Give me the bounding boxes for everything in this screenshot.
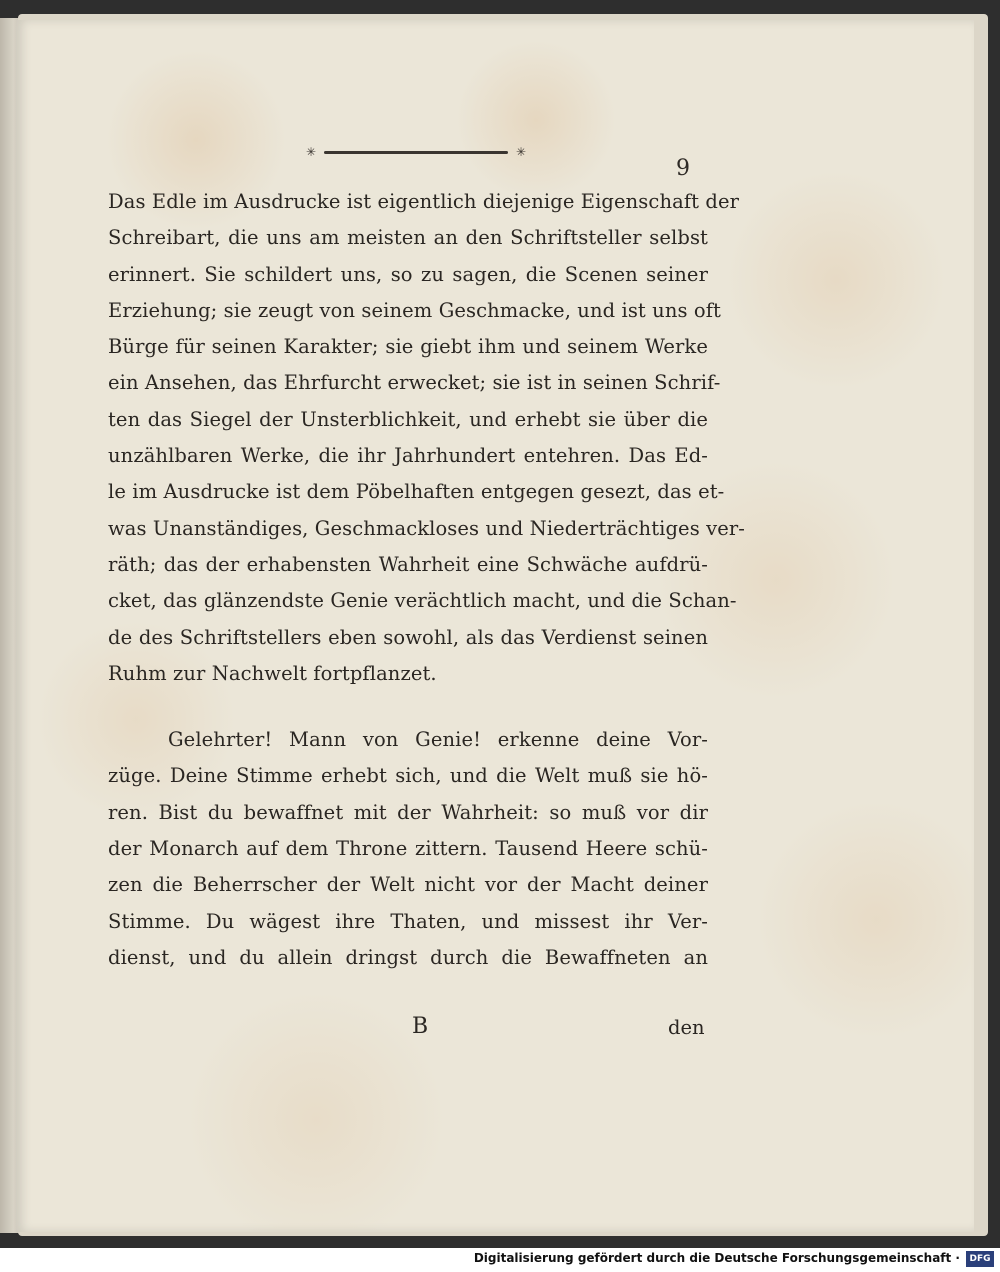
text-line: züge. Deine Stimme erhebt sich, und die Welt muß sie hö- — [108, 764, 708, 788]
text-line: Bürge für seinen Karakter; sie giebt ihm und seinem Werke — [108, 335, 708, 359]
text-line: Ruhm zur Nachwelt fortpflanzet. — [108, 661, 437, 685]
book-page — [16, 20, 974, 1232]
header-ornament — [306, 146, 526, 158]
footer-bar — [0, 1248, 1000, 1272]
text-line: cket, das glänzendste Genie verächtlich macht, und die Schan- — [108, 589, 737, 613]
text-line: Das Edle im Ausdrucke ist eigentlich diejenige Eigenschaft der — [108, 190, 740, 213]
page-number: 9 — [676, 156, 690, 181]
paragraph-gap — [108, 692, 708, 722]
text-line: unzählbaren Werke, die ihr Jahrhundert entehren. Das Ed- — [108, 444, 708, 468]
body-text — [108, 184, 745, 976]
text-line: Gelehrter! Mann von Genie! erkenne deine Vor- — [168, 728, 708, 752]
text-line: Erziehung; sie zeugt von seinem Geschmacke, und ist uns oft — [108, 298, 721, 322]
text-line: ein Ansehen, das Ehrfurcht erwecket; sie ist in seinen Schrif- — [108, 371, 721, 395]
dfg-logo-icon: DFG — [966, 1251, 994, 1267]
text-line: ten das Siegel der Unsterblichkeit, und erhebt sie über die — [108, 407, 708, 431]
ornament-star-icon: ✳ — [306, 145, 317, 159]
text-line: was Unanständiges, Geschmackloses und Niederträchtiges ver- — [108, 516, 745, 540]
text-line: Schreibart, die uns am meisten an den Schriftsteller selbst — [108, 226, 708, 250]
text-line: dienst, und du allein dringst durch die Bewaffneten an — [108, 945, 708, 969]
text-line: Stimme. Du wägest ihre Thaten, und missest ihr Ver- — [108, 909, 708, 933]
ornament-star-icon: ✳ — [515, 145, 526, 159]
paragraph-1 — [108, 184, 745, 692]
text-line: le im Ausdrucke ist dem Pöbelhaften entgegen gesezt, das et- — [108, 480, 725, 504]
text-line: räth; das der erhabensten Wahrheit eine Schwäche aufdrü- — [108, 552, 708, 576]
catchword: den — [668, 1016, 705, 1039]
text-line: ren. Bist du bewaffnet mit der Wahrheit: so muß vor dir — [108, 800, 708, 824]
text-line: zen die Beherrscher der Welt nicht vor der Macht deiner — [108, 873, 708, 897]
ornament-rule — [324, 151, 508, 154]
text-line: erinnert. Sie schildert uns, so zu sagen, die Scenen seiner — [108, 262, 708, 286]
paragraph-2 — [108, 722, 708, 976]
text-line: der Monarch auf dem Throne zittern. Tausend Heere schü- — [108, 837, 708, 861]
text-line: de des Schriftstellers eben sowohl, als das Verdienst seinen — [108, 625, 708, 649]
funding-credit: Digitalisierung gefördert durch die Deutsche Forschungsgemeinschaft · — [473, 1251, 960, 1265]
signature-mark: B — [412, 1014, 429, 1039]
